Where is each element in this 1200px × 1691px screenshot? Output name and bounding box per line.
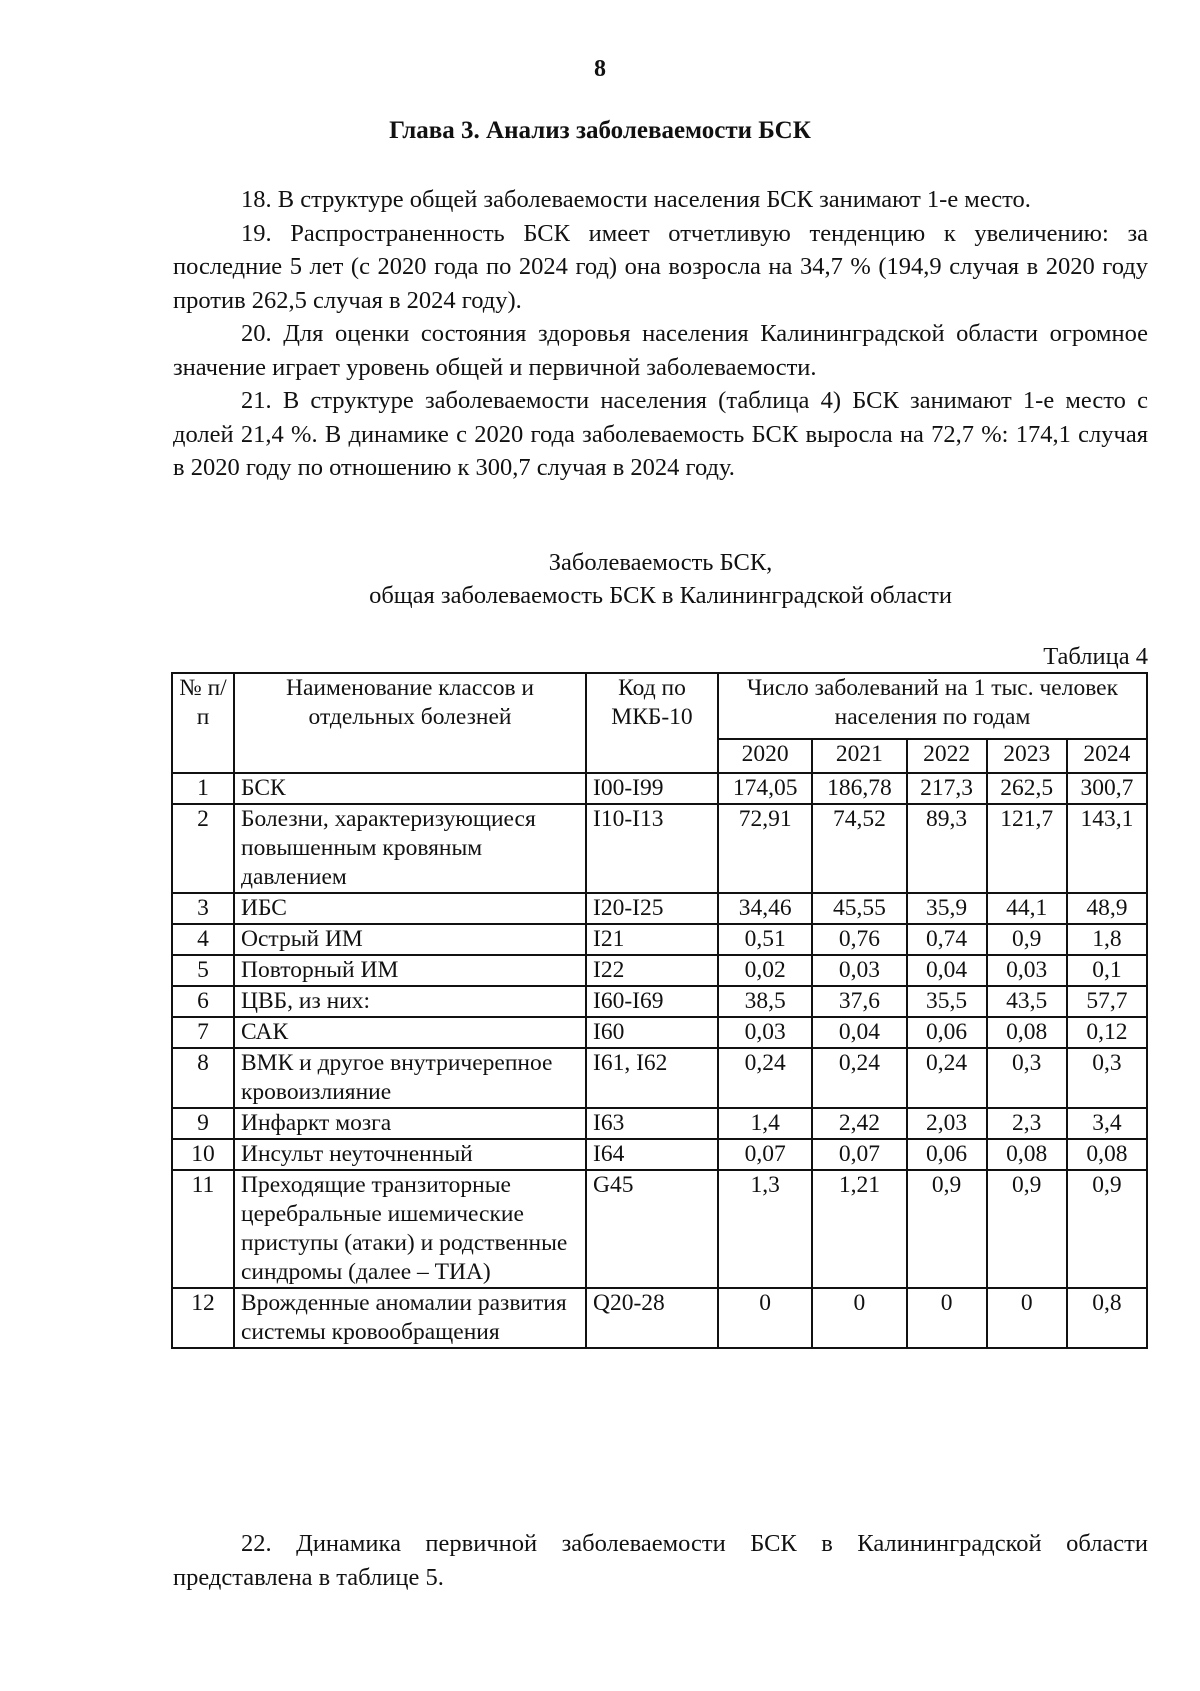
table-caption: [173, 546, 1148, 612]
row-number: 5: [172, 955, 234, 986]
table-row: [172, 1108, 1147, 1139]
year-value-2020: 0,03: [718, 1017, 812, 1048]
year-value-2023: 121,7: [987, 804, 1067, 893]
year-value-2022: 89,3: [907, 804, 987, 893]
year-value-2020: 0,51: [718, 924, 812, 955]
row-number: 4: [172, 924, 234, 955]
icd-code: I64: [586, 1139, 718, 1170]
disease-name: ИБС: [234, 893, 586, 924]
icd-code: I60: [586, 1017, 718, 1048]
icd-code: I00-I99: [586, 773, 718, 804]
year-value-2021: 0,24: [812, 1048, 906, 1108]
icd-code: Q20-28: [586, 1288, 718, 1348]
header-num: № п/п: [172, 673, 234, 773]
year-value-2024: 0,3: [1067, 1048, 1147, 1108]
year-value-2021: 45,55: [812, 893, 906, 924]
table-row: [172, 1048, 1147, 1108]
year-value-2021: 0: [812, 1288, 906, 1348]
paragraph-21: 21. В структуре заболеваемости населения (таблица 4) БСК занимают 1-е место с долей 21,4 %. В динамике с 2020 года заболеваемость БСК выросла на 72,7 %: 174,1 случая в 2020 году по отношению к 300,7 случая в 2024 году.: [173, 387, 1148, 481]
disease-name: Болезни, характеризующиеся повышенным кровяным давлением: [234, 804, 586, 893]
year-value-2024: 0,9: [1067, 1170, 1147, 1288]
year-value-2024: 0,1: [1067, 955, 1147, 986]
disease-name: БСК: [234, 773, 586, 804]
icd-code: G45: [586, 1170, 718, 1288]
year-value-2024: 57,7: [1067, 986, 1147, 1017]
year-value-2022: 0: [907, 1288, 987, 1348]
year-value-2020: 0: [718, 1288, 812, 1348]
year-value-2022: 35,9: [907, 893, 987, 924]
table-row: [172, 1288, 1147, 1348]
header-year-2021: 2021: [812, 739, 906, 773]
row-number: 10: [172, 1139, 234, 1170]
paragraph-20: 20. Для оценки состояния здоровья населения Калининградской области огромное значение играет уровень общей и первичной заболеваемости.: [173, 320, 1148, 381]
table-header-row: [172, 673, 1147, 739]
year-value-2023: 262,5: [987, 773, 1067, 804]
table-row: [172, 773, 1147, 804]
row-number: 8: [172, 1048, 234, 1108]
row-number: 9: [172, 1108, 234, 1139]
disease-name: Преходящие транзиторные церебральные ишемические приступы (атаки) и родственные синдромы (далее – ТИА): [234, 1170, 586, 1288]
icd-code: I63: [586, 1108, 718, 1139]
icd-code: I10-I13: [586, 804, 718, 893]
year-value-2020: 0,02: [718, 955, 812, 986]
icd-code: I61, I62: [586, 1048, 718, 1108]
closing-paragraph: [173, 1527, 1148, 1594]
year-value-2020: 34,46: [718, 893, 812, 924]
year-value-2023: 0: [987, 1288, 1067, 1348]
year-value-2024: 1,8: [1067, 924, 1147, 955]
disease-name: Повторный ИМ: [234, 955, 586, 986]
year-value-2022: 0,24: [907, 1048, 987, 1108]
disease-name: САК: [234, 1017, 586, 1048]
year-value-2024: 0,8: [1067, 1288, 1147, 1348]
icd-code: I60-I69: [586, 986, 718, 1017]
paragraph-22: 22. Динамика первичной заболеваемости БСК в Калининградской области представлена в таблице 5.: [173, 1530, 1148, 1591]
year-value-2024: 143,1: [1067, 804, 1147, 893]
year-value-2024: 300,7: [1067, 773, 1147, 804]
year-value-2021: 37,6: [812, 986, 906, 1017]
disease-name: ВМК и другое внутричерепное кровоизлияние: [234, 1048, 586, 1108]
year-value-2022: 2,03: [907, 1108, 987, 1139]
table-row: [172, 804, 1147, 893]
table-row: [172, 1139, 1147, 1170]
year-value-2021: 74,52: [812, 804, 906, 893]
page-number: 8: [594, 56, 606, 82]
row-number: 7: [172, 1017, 234, 1048]
disease-name: Острый ИМ: [234, 924, 586, 955]
year-value-2020: 1,4: [718, 1108, 812, 1139]
year-value-2023: 0,08: [987, 1017, 1067, 1048]
year-value-2024: 48,9: [1067, 893, 1147, 924]
year-value-2023: 0,9: [987, 1170, 1067, 1288]
header-name: Наименование классов и отдельных болезней: [234, 673, 586, 773]
disease-name: Инсульт неуточненный: [234, 1139, 586, 1170]
chapter-title: Глава 3. Анализ заболеваемости БСК: [389, 117, 811, 144]
row-number: 11: [172, 1170, 234, 1288]
morbidity-table: [171, 672, 1148, 1349]
paragraph-18: 18. В структуре общей заболеваемости населения БСК занимают 1-е место.: [241, 186, 1031, 213]
table-row: [172, 893, 1147, 924]
year-value-2021: 0,76: [812, 924, 906, 955]
table-label: Таблица 4: [1043, 643, 1148, 670]
header-year-2022: 2022: [907, 739, 987, 773]
year-value-2023: 44,1: [987, 893, 1067, 924]
table-row: [172, 955, 1147, 986]
year-value-2023: 0,08: [987, 1139, 1067, 1170]
header-year-2024: 2024: [1067, 739, 1147, 773]
row-number: 12: [172, 1288, 234, 1348]
year-value-2021: 0,07: [812, 1139, 906, 1170]
disease-name: Инфаркт мозга: [234, 1108, 586, 1139]
year-value-2021: 1,21: [812, 1170, 906, 1288]
year-value-2023: 0,03: [987, 955, 1067, 986]
year-value-2021: 0,03: [812, 955, 906, 986]
year-value-2022: 217,3: [907, 773, 987, 804]
year-value-2021: 186,78: [812, 773, 906, 804]
year-value-2020: 38,5: [718, 986, 812, 1017]
year-value-2020: 1,3: [718, 1170, 812, 1288]
year-value-2020: 0,07: [718, 1139, 812, 1170]
year-value-2023: 2,3: [987, 1108, 1067, 1139]
year-value-2021: 0,04: [812, 1017, 906, 1048]
table-row: [172, 924, 1147, 955]
table-row: [172, 986, 1147, 1017]
year-value-2021: 2,42: [812, 1108, 906, 1139]
icd-code: I20-I25: [586, 893, 718, 924]
body-paragraphs: [173, 183, 1148, 485]
year-value-2022: 35,5: [907, 986, 987, 1017]
table-row: [172, 1017, 1147, 1048]
year-value-2023: 43,5: [987, 986, 1067, 1017]
disease-name: ЦВБ, из них:: [234, 986, 586, 1017]
year-value-2022: 0,06: [907, 1139, 987, 1170]
table-caption-line-2: общая заболеваемость БСК в Калининградской области: [369, 582, 952, 609]
disease-name: Врожденные аномалии развития системы кровообращения: [234, 1288, 586, 1348]
year-value-2023: 0,9: [987, 924, 1067, 955]
icd-code: I21: [586, 924, 718, 955]
table-caption-line-1: Заболеваемость БСК,: [548, 549, 773, 576]
year-value-2020: 0,24: [718, 1048, 812, 1108]
year-value-2020: 72,91: [718, 804, 812, 893]
year-value-2022: 0,04: [907, 955, 987, 986]
row-number: 6: [172, 986, 234, 1017]
year-value-2023: 0,3: [987, 1048, 1067, 1108]
row-number: 1: [172, 773, 234, 804]
year-value-2022: 0,06: [907, 1017, 987, 1048]
icd-code: I22: [586, 955, 718, 986]
table-row: [172, 1170, 1147, 1288]
row-number: 2: [172, 804, 234, 893]
header-year-2023: 2023: [987, 739, 1067, 773]
year-value-2020: 174,05: [718, 773, 812, 804]
year-value-2024: 0,08: [1067, 1139, 1147, 1170]
header-group: Число заболеваний на 1 тыс. человек населения по годам: [718, 673, 1147, 739]
year-value-2022: 0,74: [907, 924, 987, 955]
header-code: Код по МКБ-10: [586, 673, 718, 773]
year-value-2024: 3,4: [1067, 1108, 1147, 1139]
header-year-2020: 2020: [718, 739, 812, 773]
row-number: 3: [172, 893, 234, 924]
paragraph-19: 19. Распространенность БСК имеет отчетливую тенденцию к увеличению: за последние 5 лет (с 2020 года по 2024 год) она возросла на 34,7 % (194,9 случая в 2020 году против 262,5 случая в 2024 году).: [173, 219, 1148, 314]
year-value-2022: 0,9: [907, 1170, 987, 1288]
year-value-2024: 0,12: [1067, 1017, 1147, 1048]
